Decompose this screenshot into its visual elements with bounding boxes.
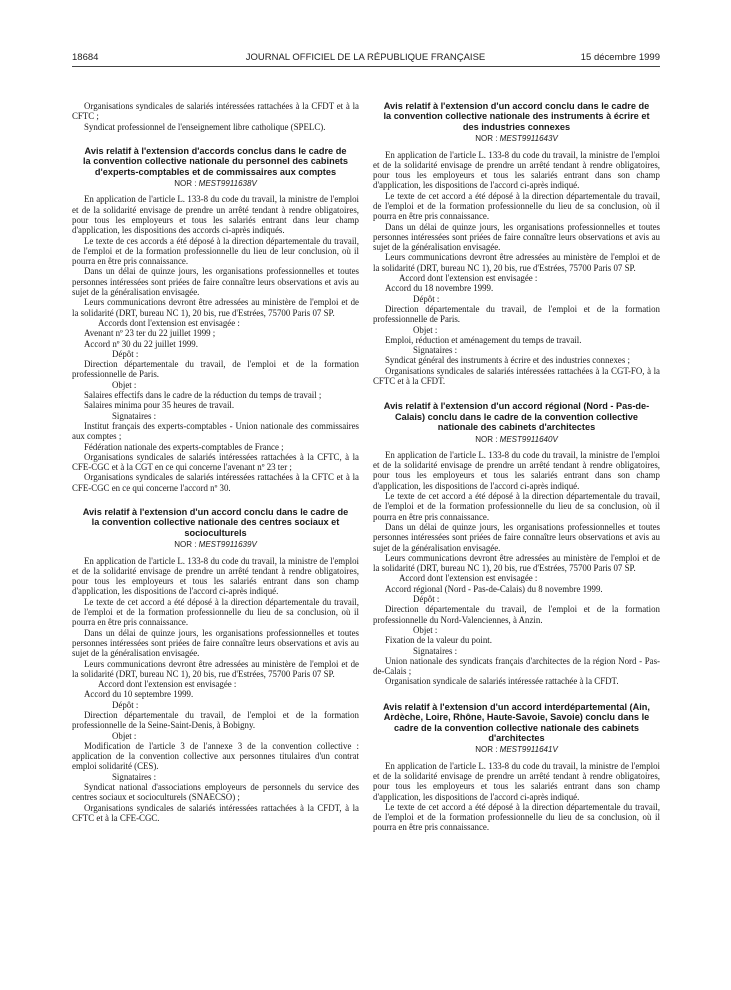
notice-title: Avis relatif à l'extension d'un accord régional (Nord - Pas-de-Calais) conclu dans le cadre de la convention collective nationale des cabinets d'architectes [383,401,650,433]
signatory-text: Union nationale des syndicats français d'architectes de la région Nord - Pas-de-Calais ; [373,655,660,677]
signatory-text: Organisation syndicale de salariés intéressée rattachée à la CFDT. [385,676,619,687]
notice-architectes-nord [373,401,660,686]
intro-paragraph: Organisations syndicales de salariés intéressées rattachées à la CFDT et à la CFTC ; [72,101,359,122]
body-paragraph: En application de l'article L. 133-8 du code du travail, la ministre de l'emploi et de la solidarité envisage de prendre un arrêté tendant à rendre obligatoires, pour tous les employeurs et tous les salariés entrant dans son champ d'application, les dispositions de l'accord ci-après indiqué. [373,449,660,491]
section-label: Objet : [413,624,438,635]
notice-architectes-rhone-alpes [373,702,660,833]
nor-code: MEST9911638V [198,179,257,189]
nor-code: MEST9911641V [499,745,558,755]
section-label: Dépôt : [413,293,440,304]
signatory-text: Institut français des experts-comptables - Union nationale des commissaires aux comptes ; [72,420,359,442]
signatory-text: Fédération nationale des experts-comptables de France ; [84,441,284,452]
signatory-text: Syndicat général des instruments à écrire et des industries connexes ; [385,355,630,366]
depot-text: Direction départementale du travail, de l'emploi et de la formation professionnelle de Paris. [72,359,359,380]
nor-reference [373,745,660,755]
signatory-text: Organisations syndicales de salariés intéressées rattachées à la CFDT, à la CFTC et à la CFE-CGC. [72,802,359,823]
body-paragraph: En application de l'article L. 133-8 du code du travail, la ministre de l'emploi et de la solidarité envisage de prendre un arrêté tendant à rendre obligatoires, pour tous les employeurs et tous les salariés entrant dans son champ d'application, les dispositions de l'accord ci-après indiqué. [72,555,359,597]
intro-paragraph: Syndicat professionnel de l'enseignement libre catholique (SPELC). [84,121,326,132]
section-label: Accord dont l'extension est envisagée : [98,679,237,690]
page-number: 18684 [72,52,99,63]
objet-text: Modification de l'article 3 de l'annexe 3 de la convention collective : application de la convention collective aux personnes titulaires d'un contrat emploi solidarité (CES). [72,740,359,772]
depot-text: Direction départementale du travail, de l'emploi et de la formation professionnelle de Paris. [373,303,660,325]
section-label: Signataires : [112,771,157,782]
body-paragraph: Leurs communications devront être adressées au ministère de l'emploi et de la solidarité (DRT, bureau NC 1), 20 bis, rue d'Estrées, 75700 Paris 07 SP. [373,552,660,574]
left-column [72,101,359,823]
body-paragraph: Leurs communications devront être adressées au ministère de l'emploi et de la solidarité (DRT, bureau NC 1), 20 bis, rue d'Estrées, 75700 Paris 07 SP. [72,658,359,679]
signatory-text: Syndicat national d'associations employeurs de personnels du service des centres sociaux et socioculturels (SNAECSO) ; [72,782,359,803]
nor-label: NOR : [174,540,197,550]
section-label: Dépôt : [112,699,139,710]
body-paragraph: Dans un délai de quinze jours, les organisations professionnelles et toutes personnes intéressées sont priées de faire connaître leurs observations et avis au sujet de la généralisation envisagée. [72,627,359,659]
header-rule [72,66,660,67]
nor-label: NOR : [174,179,197,189]
body-paragraph: Le texte de cet accord a été déposé à la direction départementale du travail, de l'emploi et de la formation professionnelle du lieu de sa conclusion, où il pourra en être pris connaissance. [72,596,359,628]
signatory-text: Organisations syndicales de salariés intéressées rattachées à la CGT-FO, à la CFTC et à la CFDT. [373,365,660,387]
notice-title: Avis relatif à l'extension d'un accord conclu dans le cadre de la convention collective nationale des centres sociaux et socioculturels [82,507,349,538]
body-paragraph: Leurs communications devront être adressées au ministère de l'emploi et de la solidarité (DRT, bureau NC 1), 20 bis, rue d'Estrées, 75700 Paris 07 SP. [72,297,359,318]
nor-code: MEST9911640V [499,434,558,444]
body-paragraph: Dans un délai de quinze jours, les organisations professionnelles et toutes personnes intéressées sont priées de faire connaître leurs observations et avis au sujet de la généralisation envisagée. [373,221,660,253]
nor-reference [72,179,359,189]
body-paragraph: En application de l'article L. 133-8 du code du travail, la ministre de l'emploi et de la solidarité envisage de prendre un arrêté tendant à rendre obligatoires, pour tous les employeurs et tous les salariés entrant dans son champ d'application, les dispositions de l'accord ci-après indiqué. [373,760,660,802]
body-paragraph: Dans un délai de quinze jours, les organisations professionnelles et toutes personnes intéressées sont priées de faire connaître leurs observations et avis au sujet de la généralisation envisagée. [72,266,359,298]
notice-centres-sociaux [72,507,359,823]
objet-text: Fixation de la valeur du point. [385,635,492,646]
body-paragraph: En application de l'article L. 133-8 du code du travail, la ministre de l'emploi et de la solidarité envisage de prendre un arrêté tendant à rendre obligatoires, pour tous les employeurs et tous les salariés entrant dans son champ d'application, les dispositions de l'accord ci-après indiqué. [373,149,660,191]
section-label: Accord dont l'extension est envisagée : [399,273,538,284]
nor-label: NOR : [475,745,498,755]
section-label: Objet : [413,324,438,335]
notice-experts-comptables [72,146,359,493]
notice-title: Avis relatif à l'extension d'un accord conclu dans le cadre de la convention collective nationale des instruments à écrire et des industries connexes [383,101,650,132]
nor-code: MEST9911643V [499,134,558,144]
signatory-text: Organisations syndicales de salariés intéressées rattachées à la CFTC, à la CFE-CGC et à la CGT en ce qui concerne l'avenant nº 23 ter ; [72,451,359,473]
section-label: Signataires : [112,410,157,421]
section-label: Signataires : [413,345,458,356]
nor-label: NOR : [475,434,498,444]
objet-text: Emploi, réduction et aménagement du temps de travail. [385,334,582,345]
accord-item: Accord du 18 novembre 1999. [385,283,494,294]
body-paragraph: En application de l'article L. 133-8 du code du travail, la ministre de l'emploi et de la solidarité envisage de prendre un arrêté tendant à rendre obligatoires, pour tous les employeurs et tous les salariés entrant dans leur champ d'application, les dispositions des accords ci-après indiqués. [72,194,359,236]
accord-item: Avenant nº 23 ter du 22 juillet 1999 ; [84,328,216,339]
section-label: Objet : [112,730,137,741]
depot-text: Direction départementale du travail, de l'emploi et de la formation professionnelle de la Seine-Saint-Denis, à Bobigny. [72,709,359,731]
objet-text: Salaires effectifs dans le cadre de la réduction du temps de travail ; [84,390,322,401]
section-label: Accords dont l'extension est envisagée : [98,317,240,328]
body-paragraph: Dans un délai de quinze jours, les organisations professionnelles et toutes personnes intéressées sont priées de faire connaître leurs observations et avis au sujet de la généralisation envisagée. [373,521,660,553]
body-paragraph: Le texte de cet accord a été déposé à la direction départementale du travail, de l'emploi et de la formation professionnelle du lieu de sa conclusion, où il pourra en être pris connaissance. [373,491,660,522]
notice-instruments-ecrire [373,101,660,386]
section-label: Dépôt : [112,348,139,359]
issue-date: 15 décembre 1999 [580,52,660,63]
notice-title: Avis relatif à l'extension d'accords conclus dans le cadre de la convention collective nationale du personnel des cabinets d'experts-comptables et de commissaires aux comptes [83,145,348,177]
body-paragraph: Le texte de cet accord a été déposé à la direction départementale du travail, de l'emploi et de la formation professionnelle du lieu de sa conclusion, où il pourra en être pris connaissance. [373,190,660,222]
accord-item: Accord du 10 septembre 1999. [84,689,194,700]
nor-code: MEST9911639V [198,540,257,550]
journal-title: JOURNAL OFFICIEL DE LA RÉPUBLIQUE FRANÇAISE [245,52,486,63]
body-paragraph: Leurs communications devront être adressées au ministère de l'emploi et de la solidarité (DRT, bureau NC 1), 20 bis, rue d'Estrées, 75700 Paris 07 SP. [373,252,660,273]
nor-label: NOR : [475,134,498,144]
objet-text: Salaires minima pour 35 heures de travail. [84,400,235,411]
accord-item: Accord régional (Nord - Pas-de-Calais) du 8 novembre 1999. [385,583,603,594]
nor-reference [72,540,359,550]
signatory-text: Organisations syndicales de salariés intéressées rattachées à la CFTC et à la CFE-CGC en ce qui concerne l'accord nº 30. [72,472,359,493]
nor-reference [373,134,660,144]
nor-reference [373,435,660,445]
section-label: Signataires : [413,645,458,656]
section-label: Objet : [112,379,137,390]
depot-text: Direction départementale du travail, de l'emploi et de la formation professionnelle du Nord-Valenciennes, à Anzin. [373,604,660,625]
accord-item: Accord nº 30 du 22 juillet 1999. [84,338,198,349]
body-paragraph: Le texte de cet accord a été déposé à la direction départementale du travail, de l'emploi et de la formation professionnelle du lieu de sa conclusion, où il pourra en être pris connaissance. [373,801,660,833]
body-paragraph: Le texte de ces accords a été déposé à la direction départementale du travail, de l'emploi et de la formation professionnelle du lieu de leur conclusion, où il pourra en être pris connaissance. [72,235,359,267]
right-column [373,101,660,833]
section-label: Dépôt : [413,594,440,605]
notice-title: Avis relatif à l'extension d'un accord interdépartemental (Ain, Ardèche, Loire, Rhône, Haute-Savoie, Savoie) conclu dans le cadre de la convention collective nationale des cabinets d'architectes [383,701,650,743]
section-label: Accord dont l'extension est envisagée : [399,573,538,584]
